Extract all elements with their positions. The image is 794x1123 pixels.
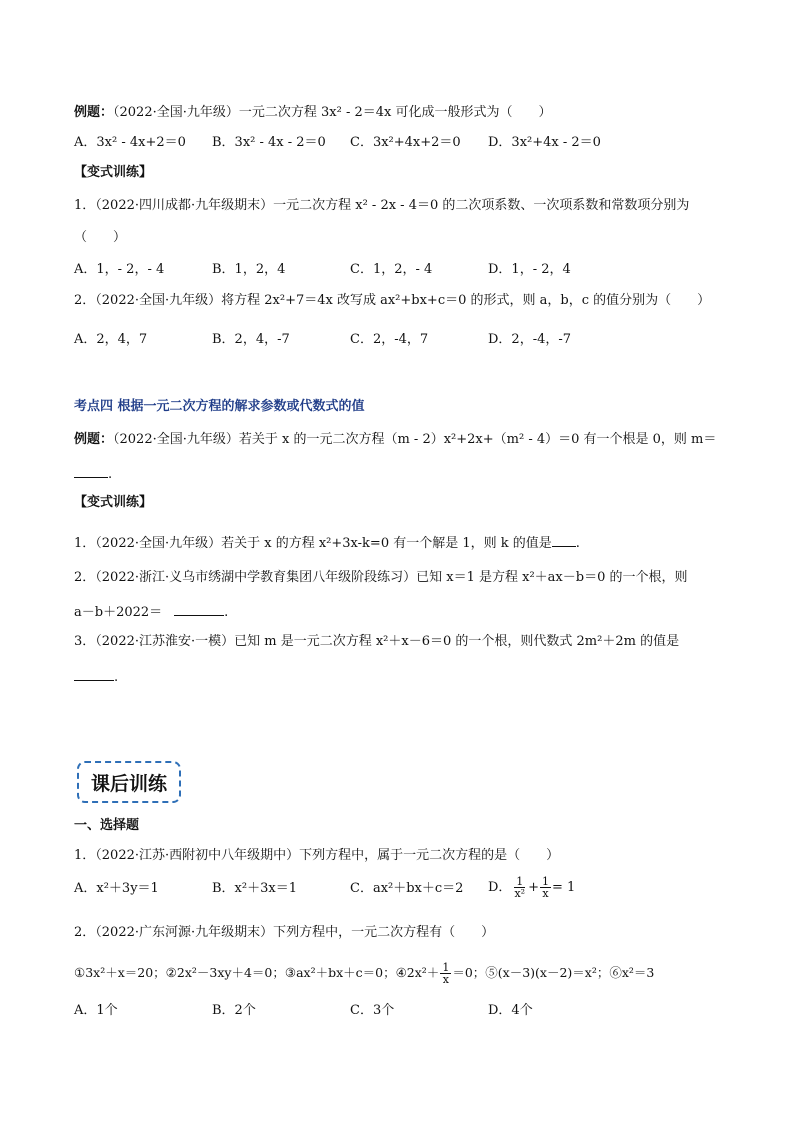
fraction-1 [512,876,527,899]
question-text: 1．（2022·全国·九年级）若关于 x 的方程 x²+3x-k=0 有一个解是 1，则 k 的值是 [74,536,552,551]
example-label: 例题： [74,105,114,120]
option-b[interactable]: B．3x² - 4x - 2＝0 [212,135,326,150]
option-c[interactable]: C．ax²＋bx＋c＝2 [350,881,464,896]
option-c[interactable]: C．2，-4，7 [350,332,429,347]
items-part-a: ①3x²＋x＝20；②2x²－3xy＋4＝0；③ax²＋bx＋c＝0；④2x²＋ [74,965,440,980]
denominator: x [542,887,549,900]
fraction [440,962,451,985]
numerator: 1 [541,875,549,888]
option-a[interactable]: A．x²＋3y＝1 [74,881,159,896]
s1-q2-options [74,331,734,349]
answer-blank[interactable] [74,666,114,681]
fraction-2 [540,876,551,899]
plus-sign: + [528,880,539,895]
option-b[interactable]: B．2个 [212,1003,256,1018]
answer-blank[interactable] [174,601,224,616]
option-a[interactable]: A．1，- 2，- 4 [74,262,165,277]
period: . [108,467,113,482]
period: . [224,605,229,620]
option-a[interactable]: A．1个 [74,1003,118,1018]
h-q2-items [74,962,654,985]
example-2-line2 [74,463,112,484]
option-c[interactable]: C．3x²+4x+2＝0 [350,135,461,150]
option-d[interactable]: D．4个 [488,1003,533,1018]
example-label: 例题： [74,432,114,447]
s2-q2-line2 [74,601,228,622]
option-d[interactable]: D．1，- 2，4 [488,262,571,277]
period: . [575,536,580,551]
example-1-options [74,134,734,152]
s2-q1 [74,532,580,553]
option-d[interactable] [488,876,575,899]
s2-q3-line1: 3．（2022·江苏淮安·一模）已知 m 是一元二次方程 x²＋x－6＝0 的一个根，则代数式 2m²＋2m 的值是 [74,634,680,649]
s1-q1-line1: 1．（2022·四川成都·九年级期末）一元二次方程 x² - 2x - 4＝0 的二次项系数、一次项系数和常数项分别为 [74,198,690,213]
variant-label-1: 【变式训练】 [74,165,153,180]
example-2-line1 [74,431,716,449]
h-q2-options [74,1002,734,1020]
s2-q3-line2 [74,666,118,687]
option-a[interactable]: A．2，4，7 [74,332,148,347]
option-d[interactable]: D．2，-4，-7 [488,332,572,347]
s1-q1-line2: （ ） [74,230,127,245]
example-text: （2022·全国·九年级）若关于 x 的一元二次方程（m - 2）x²+2x+（m² - 4）＝0 有一个根是 0，则 m＝ [113,432,717,447]
items-part-b: ＝0；⑤(x－3)(x－2)＝x²；⑥x²＝3 [452,965,655,980]
option-b[interactable]: B．2，4，-7 [212,332,290,347]
option-c[interactable]: C．1，2，- 4 [350,262,433,277]
answer-blank[interactable] [74,463,108,478]
option-c[interactable]: C．3个 [350,1003,395,1018]
question-text: a－b＋2022＝ [74,605,163,620]
rhs: = 1 [551,880,576,895]
part-title: 一、选择题 [74,818,140,833]
numerator: 1 [516,875,524,888]
homework-title: 课后训练 [90,772,167,795]
s1-q2: 2．（2022·全国·九年级）将方程 2x²+7＝4x 改写成 ax²+bx+c＝0 的形式，则 a，b，c 的值分别为（ ） [74,293,711,308]
s2-q2-line1: 2．（2022·浙江·义乌市绣湖中学教育集团八年级阶段练习）已知 x＝1 是方程 x²＋ax－b＝0 的一个根，则 [74,570,688,585]
s1-q1-options [74,261,734,279]
h-q2: 2．（2022·广东河源·九年级期末）下列方程中，一元二次方程有（ ） [74,925,495,940]
denominator: x² [514,887,526,900]
h-q1: 1．（2022·江苏·西附初中八年级期中）下列方程中，属于一元二次方程的是（ ） [74,848,560,863]
option-b[interactable]: B．x²＋3x＝1 [212,881,297,896]
denominator: x [442,973,449,986]
option-b[interactable]: B．1，2，4 [212,262,286,277]
homework-title-box [77,761,181,803]
variant-label-2: 【变式训练】 [74,495,153,510]
option-a[interactable]: A．3x² - 4x+2＝0 [74,135,186,150]
example-text: （2022·全国·九年级）一元二次方程 3x² - 2＝4x 可化成一般形式为（ ） [113,105,552,120]
numerator: 1 [442,961,450,974]
example-1 [74,104,551,122]
section-heading: 考点四 根据一元二次方程的解求参数或代数式的值 [74,399,365,414]
h-q1-options [74,875,734,904]
option-d[interactable]: D．3x²+4x - 2＝0 [488,135,601,150]
answer-blank[interactable] [552,532,576,547]
option-d-label: D． [488,880,512,895]
period: . [114,670,119,685]
